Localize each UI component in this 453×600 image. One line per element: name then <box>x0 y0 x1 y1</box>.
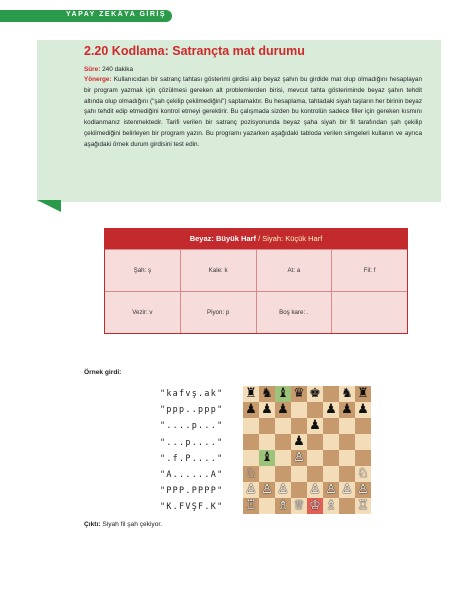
task-box-corner <box>37 200 61 212</box>
code-line: "....p..." <box>160 420 224 431</box>
table-cell: At: a <box>256 250 332 291</box>
black-knight-icon: ♞ <box>259 386 275 402</box>
symbol-table-header <box>105 229 407 249</box>
board-square <box>355 450 371 466</box>
black-queen-icon: ♛ <box>291 386 307 402</box>
white-knight-icon: ♘ <box>243 466 259 482</box>
white-pawn-icon: ♙ <box>259 482 275 498</box>
board-square <box>259 498 275 514</box>
table-cell: Fil: f <box>331 250 407 291</box>
directive-text: Kullanıcıdan bir satranç tahtası gösterimi girdisi alıp beyaz şahın bu girdide mat olup olmadığını hesaplayan bir program yazmak için çözülmesi gereken alt problemlerden birisi, mevcut tahta gösteriminde beyaz şahın tehdit altında olup olmadığını ("şah çekilip çekilmediğini") saptamaktır. Bu hesaplama, tahtadaki siyah taşların her birinin beyaz şahı tehdit edip etmediğini kontrol etmeyi gerektirir. Bu çalışmada sizden bu kontrolün sadece filler için gereken kısmını kodlanmanız istenmektedir. Tarifi verilen bir satranç pozisyonunda beyaz şaha siyah bir fil tarafından şah çekilip çekilmediğini belirleyen bir program yazın. Bu programı yazarken aşağıdaki tabloda verilen simgeleri kullanın ve ayrıca aşağıdaki örnek durum girdisini test edin. <box>84 76 422 148</box>
code-line: "PPP.PPPP" <box>160 485 224 496</box>
symbol-table <box>104 228 408 334</box>
board-square <box>291 466 307 482</box>
example-label: Örnek girdi: <box>84 369 122 376</box>
black-knight-icon: ♞ <box>339 386 355 402</box>
header-white: Beyaz: Büyük Harf <box>189 234 256 243</box>
output-label: Çıktı: <box>84 521 101 528</box>
black-pawn-icon: ♟ <box>355 402 371 418</box>
output-line <box>84 521 162 528</box>
board-square <box>291 418 307 434</box>
white-rook-icon: ♖ <box>355 498 371 514</box>
code-line: "K.FVŞF.K" <box>160 501 224 512</box>
code-line: "kafvş.ak" <box>160 388 224 398</box>
directive-label: Yönerge: <box>84 76 112 83</box>
white-pawn-icon: ♙ <box>275 482 291 498</box>
white-pawn-icon: ♙ <box>291 450 307 466</box>
black-pawn-icon: ♟ <box>307 418 323 434</box>
white-rook-icon: ♖ <box>243 498 259 514</box>
table-cell <box>331 292 407 333</box>
code-line: ".f.P...." <box>160 452 224 463</box>
white-pawn-icon: ♙ <box>339 482 355 498</box>
board-square <box>259 466 275 482</box>
black-pawn-icon: ♟ <box>339 402 355 418</box>
board-square <box>339 434 355 450</box>
board-square <box>275 434 291 450</box>
table-row <box>105 291 407 333</box>
table-cell: Kale: k <box>180 250 256 291</box>
black-pawn-icon: ♟ <box>259 402 275 418</box>
board-square <box>291 402 307 418</box>
table-cell: Boş kare: . <box>256 292 332 333</box>
white-pawn-icon: ♙ <box>243 482 259 498</box>
board-square <box>243 434 259 450</box>
section-header-strip <box>0 10 172 22</box>
board-square <box>259 418 275 434</box>
white-pawn-icon: ♙ <box>323 482 339 498</box>
table-cell: Şah: ş <box>133 267 152 274</box>
black-pawn-icon: ♟ <box>275 402 291 418</box>
black-pawn-icon: ♟ <box>243 402 259 418</box>
board-square <box>323 466 339 482</box>
white-queen-icon: ♕ <box>291 498 307 514</box>
board-square <box>275 418 291 434</box>
black-bishop-icon: ♝ <box>259 450 275 466</box>
board-square <box>243 418 259 434</box>
task-directive <box>84 75 422 151</box>
board-square <box>307 466 323 482</box>
section-header-label: YAPAY ZEKÂYA GİRİŞ <box>66 11 167 18</box>
white-bishop-icon: ♗ <box>323 498 339 514</box>
board-square <box>243 450 259 466</box>
board-square <box>323 434 339 450</box>
black-bishop-icon: ♝ <box>275 386 291 402</box>
board-square <box>259 434 275 450</box>
example-input-lines <box>160 385 223 515</box>
board-square <box>355 434 371 450</box>
white-bishop-icon: ♗ <box>275 498 291 514</box>
board-square <box>307 402 323 418</box>
board-square <box>339 450 355 466</box>
task-duration <box>84 66 133 73</box>
output-text: Siyah fil şah çekiyor. <box>102 521 163 528</box>
chessboard <box>243 386 371 514</box>
board-square <box>275 450 291 466</box>
black-pawn-icon: ♟ <box>291 434 307 450</box>
table-row <box>105 249 407 291</box>
black-pawn-icon: ♟ <box>323 402 339 418</box>
board-square <box>323 386 339 402</box>
black-rook-icon: ♜ <box>243 386 259 402</box>
board-square <box>291 482 307 498</box>
board-square <box>323 450 339 466</box>
board-square <box>323 418 339 434</box>
white-knight-icon: ♘ <box>355 466 371 482</box>
table-cell: Vezir: v <box>132 309 153 316</box>
board-square <box>275 466 291 482</box>
task-title: 2.20 Kodlama: Satrançta mat durumu <box>84 44 305 58</box>
code-line: "...p...." <box>160 436 224 447</box>
board-square <box>339 466 355 482</box>
board-square <box>307 450 323 466</box>
code-line: "A......A" <box>160 468 224 479</box>
board-square <box>339 498 355 514</box>
header-black: Siyah: Küçük Harf <box>262 234 323 243</box>
header-separator: / <box>258 234 261 243</box>
white-pawn-icon: ♙ <box>355 482 371 498</box>
table-cell: Piyon: p <box>180 292 256 333</box>
duration-label: Süre: <box>84 66 101 73</box>
board-square <box>355 418 371 434</box>
white-pawn-icon: ♙ <box>307 482 323 498</box>
code-line: "ppp..ppp" <box>160 404 224 415</box>
board-square <box>307 434 323 450</box>
black-rook-icon: ♜ <box>355 386 371 402</box>
duration-value: 240 dakika <box>102 66 134 73</box>
black-king-icon: ♚ <box>307 386 323 402</box>
white-king-icon: ♔ <box>307 498 323 514</box>
board-square <box>339 418 355 434</box>
